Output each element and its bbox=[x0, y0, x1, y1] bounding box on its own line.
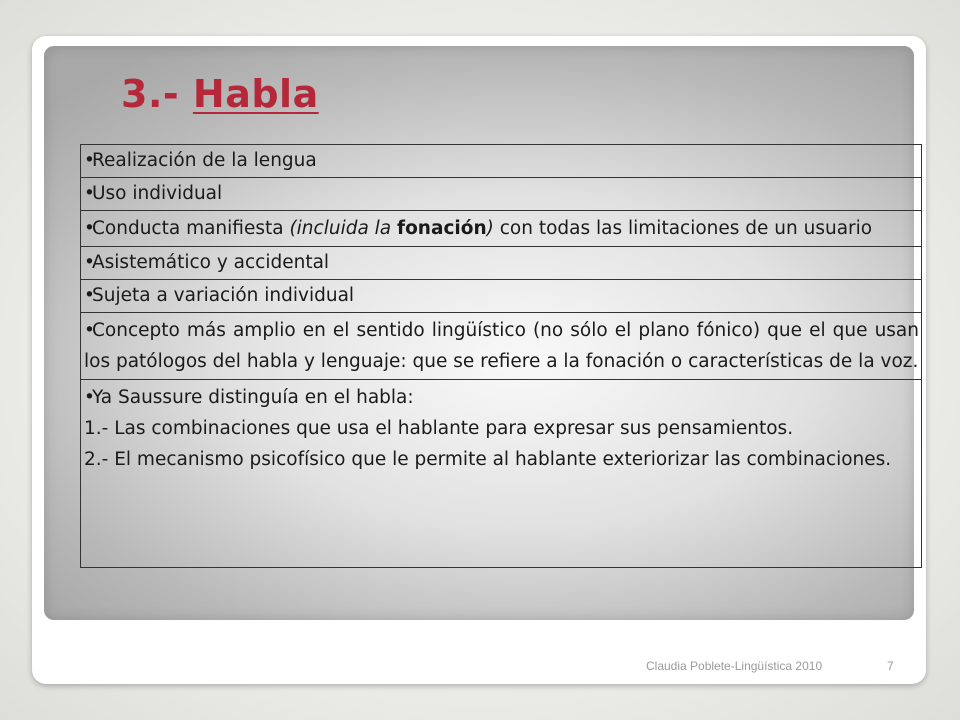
table-cell bbox=[81, 313, 922, 380]
intro-text: Ya bbox=[92, 387, 118, 408]
bullet-icon: • bbox=[84, 252, 95, 273]
numbered-item-1: 1.- Las combinaciones que usa el hablante para expresar sus pensamientos. bbox=[84, 418, 794, 439]
slide bbox=[32, 36, 926, 684]
saussure-intro bbox=[84, 382, 919, 413]
intro-text-rest: distinguía en el habla: bbox=[202, 387, 414, 408]
row-text: Conducta manifiesta bbox=[92, 218, 290, 239]
bullet-icon: • bbox=[84, 285, 95, 306]
row-text-italic: (incluida la bbox=[289, 218, 398, 239]
table-row bbox=[81, 280, 922, 313]
table-cell bbox=[81, 145, 922, 178]
row-text-rest: con todas las limitaciones de un usuario bbox=[493, 218, 873, 239]
table-cell bbox=[81, 380, 922, 568]
title-prefix: 3.- bbox=[121, 72, 193, 116]
table-row bbox=[81, 178, 922, 211]
slide-title bbox=[121, 72, 319, 116]
row-text: Concepto más amplio en el sentido lingüístico (no sólo el plano fónico) que el que usan los patólogos del habla y lenguaje: que se refiere a la fonación o características de la voz. bbox=[84, 320, 919, 372]
row-text: Uso individual bbox=[92, 183, 223, 204]
title-main: Habla bbox=[192, 72, 319, 116]
saussure-name: Saussure bbox=[117, 387, 203, 408]
table-row bbox=[81, 211, 922, 247]
bullet-icon: • bbox=[84, 320, 95, 341]
table-row bbox=[81, 313, 922, 380]
numbered-item-2: 2.- El mecanismo psicofísico que le permite al hablante exteriorizar las combinaciones. bbox=[84, 449, 892, 470]
row-text: Asistemático y accidental bbox=[92, 252, 330, 273]
definition-table bbox=[80, 144, 922, 568]
table-row bbox=[81, 380, 922, 568]
row-text: Realización de la lengua bbox=[92, 150, 317, 171]
table-cell bbox=[81, 211, 922, 247]
table-cell bbox=[81, 247, 922, 280]
row-text: Sujeta a variación individual bbox=[92, 285, 355, 306]
bullet-icon: • bbox=[84, 387, 95, 408]
table-row bbox=[81, 247, 922, 280]
footer-text: Claudia Poblete-Lingüística 2010 bbox=[646, 659, 823, 673]
row-text-bold: fonación bbox=[397, 218, 487, 239]
bullet-icon: • bbox=[84, 150, 95, 171]
page-number: 7 bbox=[887, 659, 894, 673]
bullet-icon: • bbox=[84, 183, 95, 204]
table-cell bbox=[81, 178, 922, 211]
row-text-italic-close: ) bbox=[486, 218, 494, 239]
table-row bbox=[81, 145, 922, 178]
content-panel bbox=[44, 46, 919, 620]
bullet-icon: • bbox=[84, 218, 95, 239]
table-cell bbox=[81, 280, 922, 313]
